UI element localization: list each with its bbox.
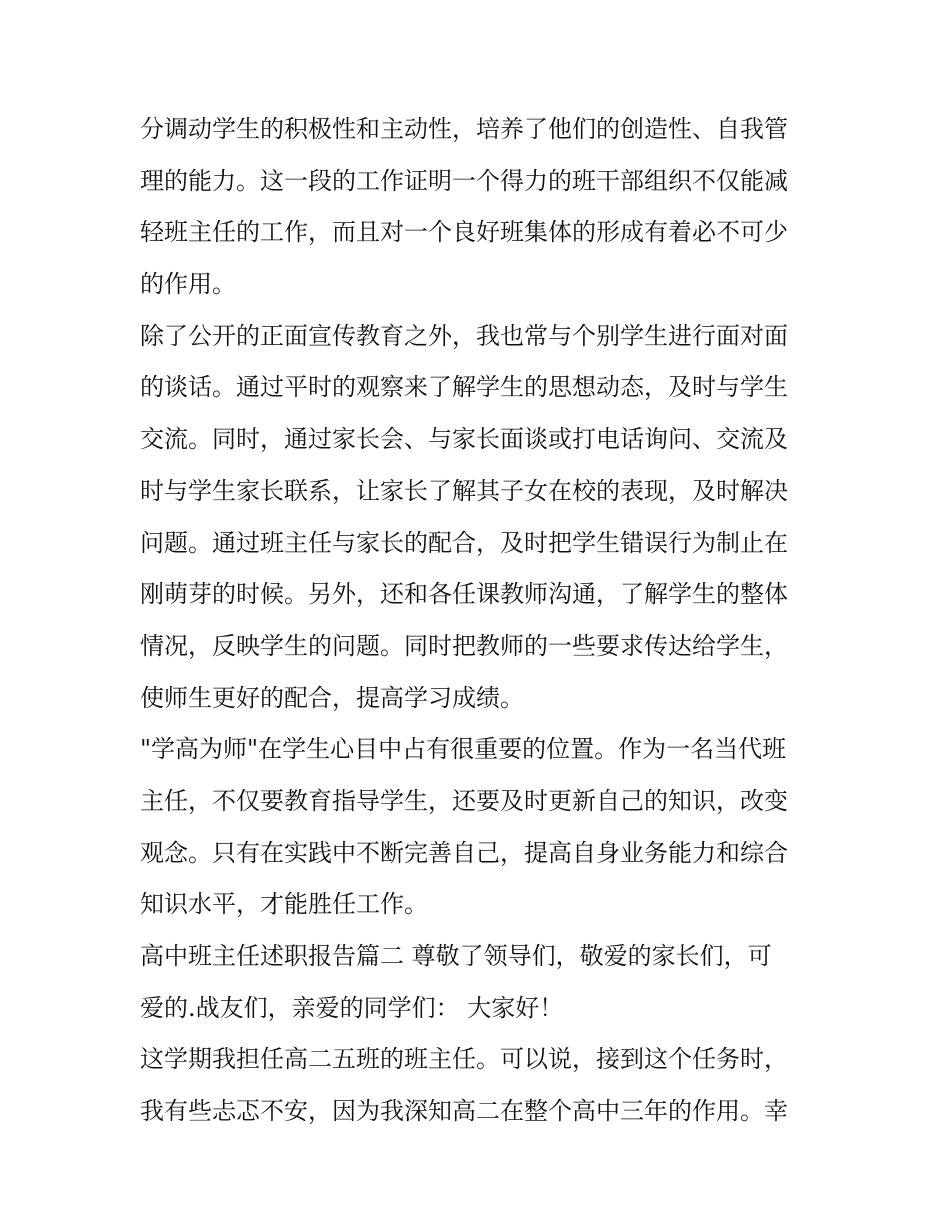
text-line: 高中班主任述职报告篇二 尊敬了领导们，敬爱的家长们，可	[140, 942, 772, 970]
text-line: 情况，反映学生的问题。同时把教师的一些要求传达给学生，	[140, 631, 788, 660]
text-line: 交流。同时，通过家长会、与家长面谈或打电话询问、交流及	[140, 425, 788, 454]
text-line: 知识水平，才能胜任工作。	[140, 890, 428, 919]
text-line: 时与学生家长联系，让家长了解其子女在校的表现，及时解决	[140, 476, 788, 505]
text-line: 主任，不仅要教育指导学生，还要及时更新自己的知识，改变	[140, 786, 788, 815]
text-line: "学高为师"在学生心目中占有很重要的位置。作为一名当代班	[140, 735, 787, 764]
text-line: 除了公开的正面宣传教育之外，我也常与个别学生进行面对面	[140, 321, 788, 350]
text-line: 这学期我担任高二五班的班主任。可以说，接到这个任务时，	[140, 1045, 788, 1074]
body-text	[140, 104, 820, 1138]
text-line: 问题。通过班主任与家长的配合，及时把学生错误行为制止在	[140, 528, 788, 557]
text-line: 我有些忐忑不安，因为我深知高二在整个高中三年的作用。幸	[140, 1097, 788, 1126]
text-line: 使师生更好的配合，提高学习成绩。	[140, 683, 524, 712]
text-line: 观念。只有在实践中不断完善自己，提高自身业务能力和综合	[140, 838, 788, 867]
text-line: 轻班主任的工作，而且对一个良好班集体的形成有着必不可少	[140, 218, 788, 247]
text-line: 分调动学生的积极性和主动性，培养了他们的创造性、自我管	[140, 115, 788, 143]
text-line: 的谈话。通过平时的观察来了解学生的思想动态，及时与学生	[140, 373, 788, 402]
text-line: 理的能力。这一段的工作证明一个得力的班干部组织不仅能减	[140, 166, 788, 195]
text-line: 的作用。	[140, 270, 236, 299]
text-line: 爱的.战友们，亲爱的同学们： 大家好！	[140, 993, 564, 1022]
text-line: 刚萌芽的时候。另外，还和各任课教师沟通，了解学生的整体	[140, 580, 788, 609]
